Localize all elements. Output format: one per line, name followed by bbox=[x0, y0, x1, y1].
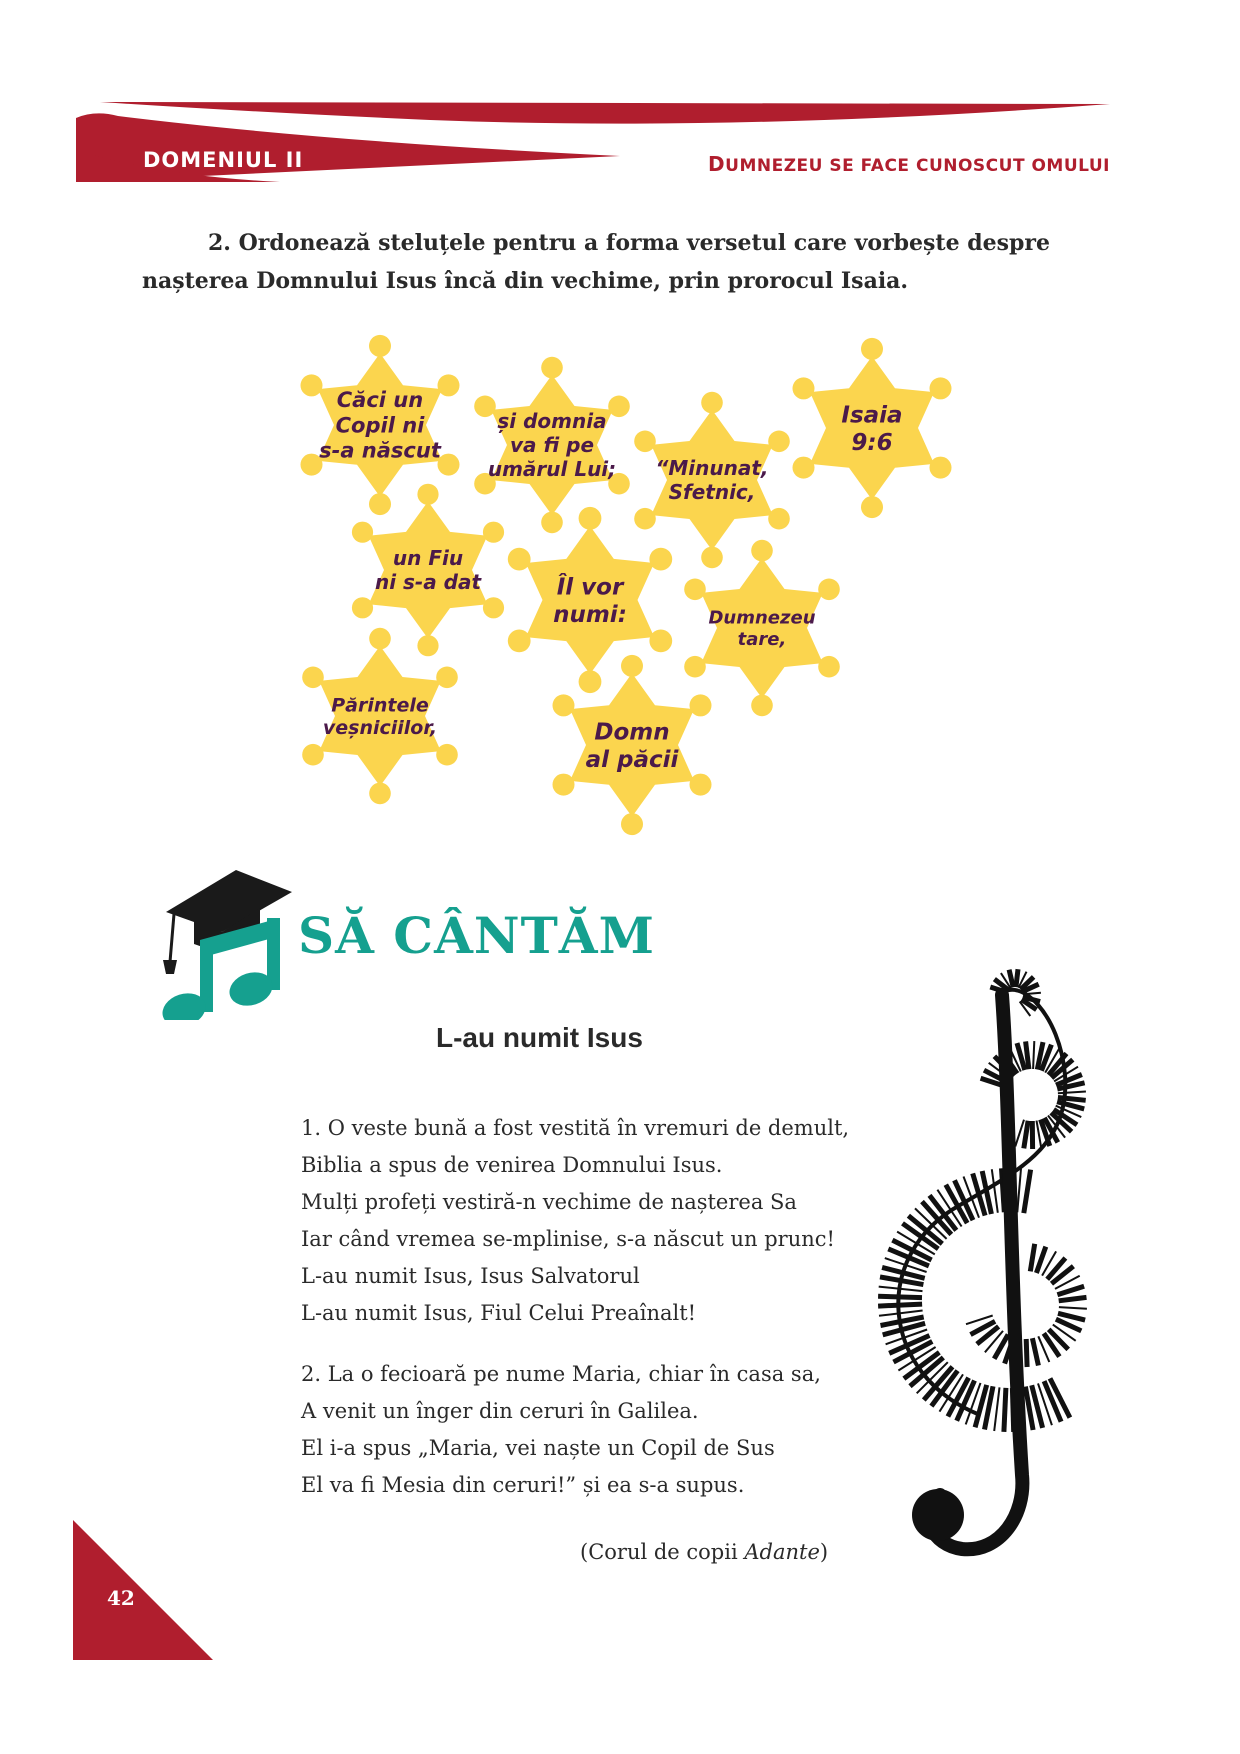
star-label: Îl vor bbox=[556, 574, 624, 601]
star-label: numi: bbox=[553, 601, 627, 628]
song-credit: (Corul de copii Adante) bbox=[580, 1540, 829, 1564]
star-label: un Fiu bbox=[392, 546, 464, 570]
star-label: Domn bbox=[594, 719, 670, 746]
star-label: 9:6 bbox=[851, 429, 893, 456]
exercise-instruction: 2. Ordonează steluțele pentru a forma versetul care vorbește despre nașterea Domnului Isus încă din vechime, prin prorocul Isaia. bbox=[142, 230, 1050, 294]
page-corner bbox=[73, 1520, 213, 1660]
star-label: tare, bbox=[737, 629, 787, 651]
graduation-cap-music-note-icon bbox=[160, 870, 300, 1020]
star-label: și domnia bbox=[497, 409, 607, 433]
song-verse-2 bbox=[301, 1356, 821, 1504]
song-title: L-au numit Isus bbox=[436, 1022, 643, 1053]
star-label: umărul Lui; bbox=[487, 457, 617, 481]
star-label: veșniciilor, bbox=[322, 717, 438, 739]
star-label: Căci un bbox=[336, 388, 424, 413]
verse-line: L-au numit Isus, Isus Salvatorul bbox=[301, 1264, 640, 1288]
star-label: Dumnezeu bbox=[708, 607, 816, 629]
verse-star[interactable] bbox=[793, 338, 952, 518]
song-verse-1 bbox=[301, 1110, 849, 1332]
verse-line: El va fi Mesia din ceruri!” și ea s-a supus. bbox=[301, 1473, 745, 1497]
verse-star[interactable] bbox=[553, 655, 712, 835]
star-label: va fi pe bbox=[509, 433, 595, 457]
star-label: Copil ni bbox=[335, 413, 425, 438]
star-label: al păcii bbox=[585, 746, 679, 773]
verse-line: L-au numit Isus, Fiul Celui Preaînalt! bbox=[301, 1301, 697, 1325]
verse-line: Biblia a spus de venirea Domnului Isus. bbox=[301, 1153, 723, 1177]
chapter-title: DUMNEZEU SE FACE CUNOSCUT OMULUI bbox=[708, 152, 1110, 176]
domain-label: DOMENIUL II bbox=[143, 148, 304, 172]
verse-star[interactable] bbox=[474, 357, 630, 533]
star-label: Părintele bbox=[331, 694, 429, 717]
section-title: SĂ CÂNTĂM bbox=[298, 906, 655, 965]
verse-line: Mulți profeți vestiră-n vechime de nașterea Sa bbox=[301, 1190, 797, 1214]
star-label: s-a născut bbox=[319, 438, 441, 463]
verse-star[interactable] bbox=[508, 507, 672, 693]
treble-clef-piano-keys-icon bbox=[860, 955, 1130, 1575]
verse-line: El i-a spus „Maria, vei naște un Copil de Sus bbox=[301, 1436, 775, 1460]
verse-line: A venit un înger din ceruri în Galilea. bbox=[301, 1399, 699, 1423]
star-label: Sfetnic, bbox=[668, 480, 756, 504]
verse-line: 2. La o fecioară pe nume Maria, chiar în casa sa, bbox=[301, 1362, 821, 1386]
star-label: ni s-a dat bbox=[374, 570, 482, 594]
page-number: 42 bbox=[107, 1586, 135, 1610]
verse-line: Iar când vremea se-mplinise, s-a născut un prunc! bbox=[301, 1227, 835, 1251]
verse-star[interactable] bbox=[302, 628, 458, 804]
verse-line: 1. O veste bună a fost vestită în vremuri de demult, bbox=[301, 1116, 850, 1140]
star-label: Isaia bbox=[841, 402, 903, 429]
star-label: “Minunat, bbox=[655, 456, 769, 480]
